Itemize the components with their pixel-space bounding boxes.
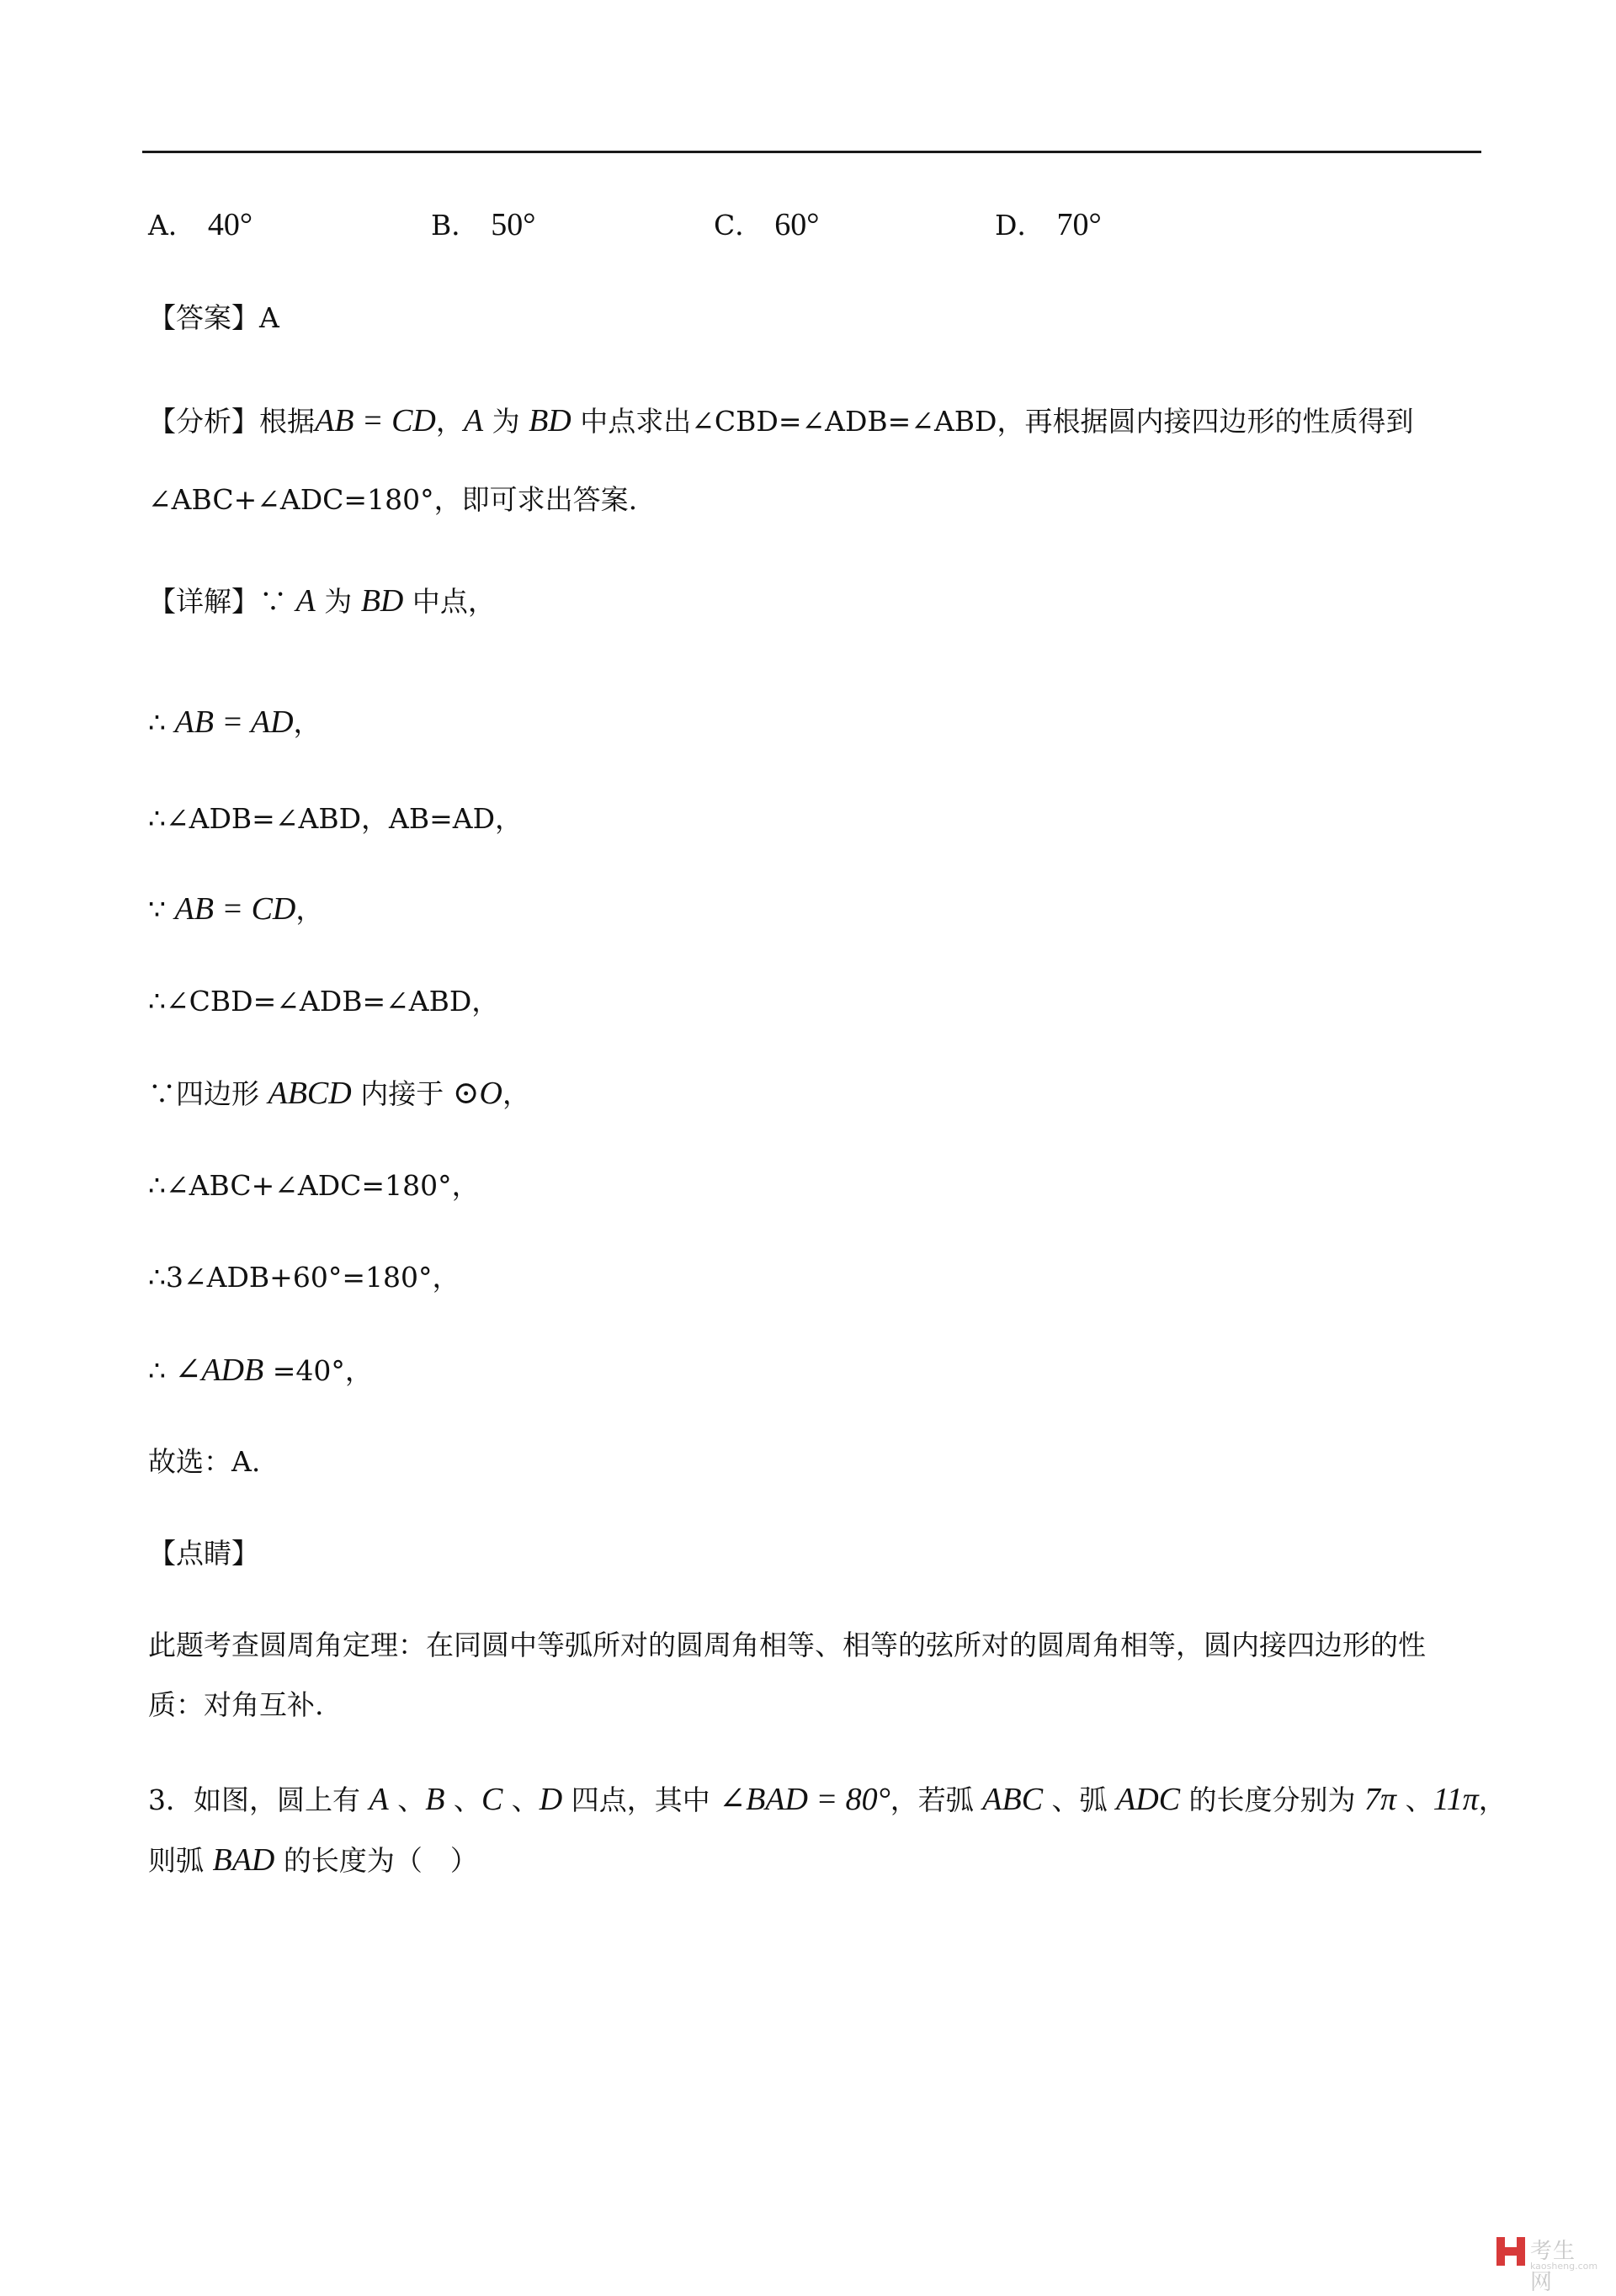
watermark-text: 考生网 bbox=[1530, 2239, 1576, 2295]
step-8: ∴ ∠ADB =40°， bbox=[148, 1353, 373, 1388]
step-2: ∴∠ADB=∠ABD，AB=AD， bbox=[148, 802, 524, 835]
step-1: ∴ AB = AD， bbox=[148, 704, 322, 740]
option-a: A． 40° bbox=[148, 207, 253, 242]
step-7: ∴3∠ADB+60°=180°， bbox=[148, 1261, 460, 1294]
analysis-line-2: ∠ABC+∠ADC=180°，即可求出答案. bbox=[148, 483, 638, 516]
option-d: D． 70° bbox=[995, 207, 1102, 242]
watermark-logo-icon bbox=[1496, 2237, 1525, 2266]
question-3-line-2: 则弧 BAD 的长度为（ ） bbox=[148, 1842, 478, 1878]
step-5: ∵四边形 ABCD 内接于 ⊙O， bbox=[148, 1076, 530, 1111]
analysis-line-1: 【分析】根据AB = CD，A 为 BD 中点求出∠CBD=∠ADB=∠ABD，再根据圆内接四边形的性质得到 bbox=[148, 403, 1414, 438]
header-rule bbox=[142, 151, 1481, 153]
question-3-line-1: 3．如图，圆上有 A 、B 、C 、D 四点，其中 ∠BAD = 80°，若弧 ABC 、弧 ADC 的长度分别为 7π 、11π， bbox=[148, 1782, 1507, 1817]
comment-line-2: 质：对角互补. bbox=[148, 1688, 324, 1721]
comment-label: 【点睛】 bbox=[148, 1537, 259, 1570]
step-4: ∴∠CBD=∠ADB=∠ABD， bbox=[148, 985, 500, 1018]
answer-line: 【答案】A bbox=[148, 301, 279, 334]
watermark-sub: kaosheng.com bbox=[1530, 2261, 1598, 2272]
watermark bbox=[1496, 2232, 1598, 2295]
step-3: ∵ AB = CD， bbox=[148, 891, 324, 927]
comment-line-1: 此题考查圆周角定理：在同圆中等弧所对的圆周角相等、相等的弦所对的圆周角相等，圆内接四边形的性 bbox=[148, 1629, 1426, 1661]
detail-line: 【详解】∵ A 为 BD 中点， bbox=[148, 583, 496, 619]
option-c: C． 60° bbox=[714, 207, 820, 242]
choose-line: 故选：A. bbox=[148, 1445, 261, 1478]
option-b: B． 50° bbox=[431, 207, 536, 242]
step-6: ∴∠ABC+∠ADC=180°， bbox=[148, 1169, 480, 1202]
